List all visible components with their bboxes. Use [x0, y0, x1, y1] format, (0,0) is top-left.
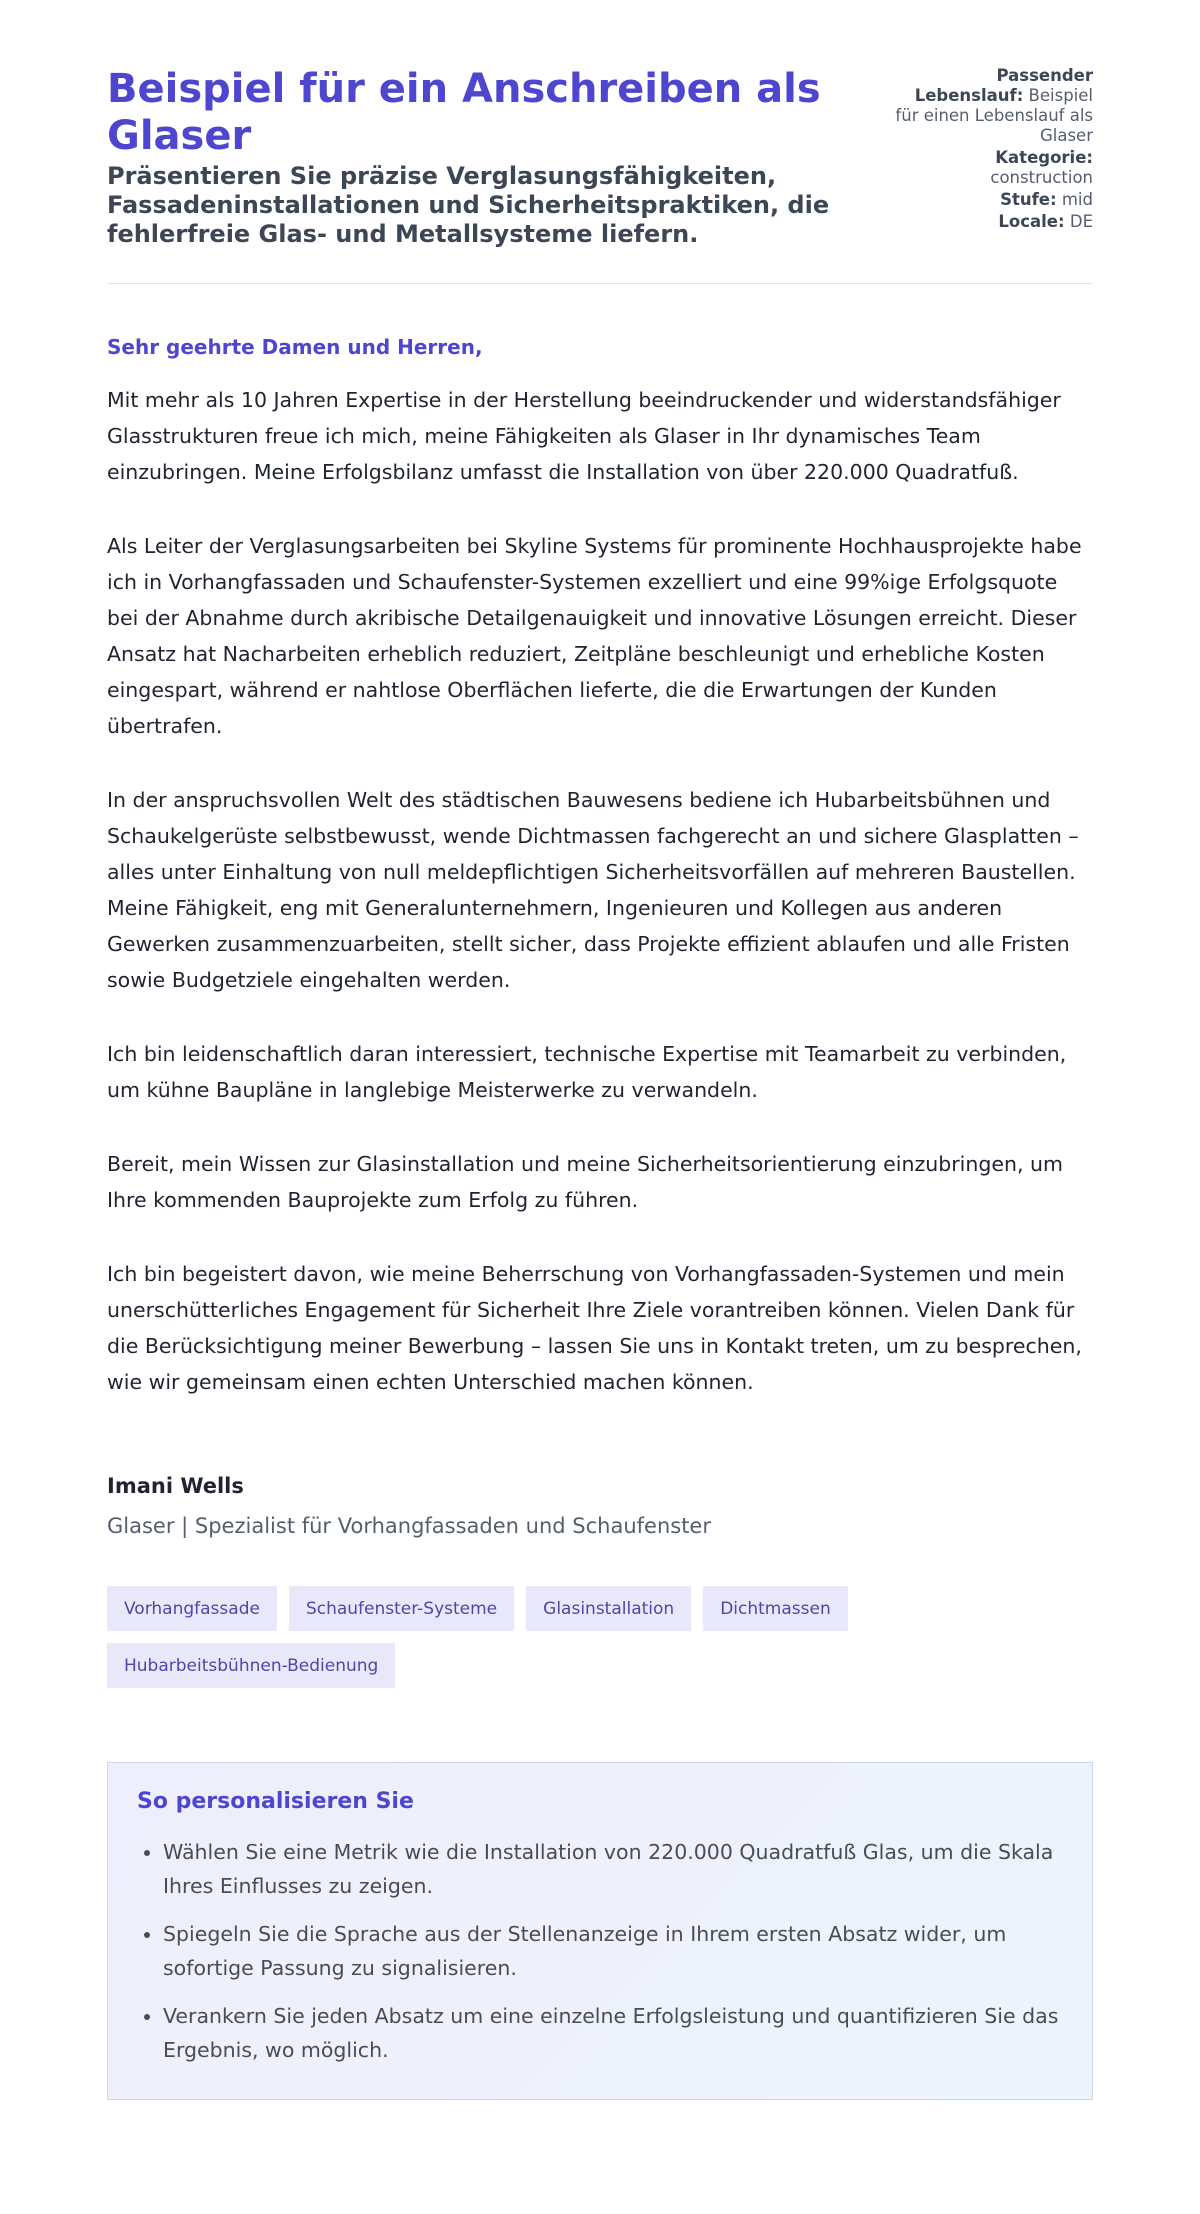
meta-category [893, 148, 1093, 188]
letter-paragraph: Als Leiter der Verglasungsarbeiten bei Skyline Systems für prominente Hochhausprojekte habe ich in Vorhangfassaden und Schaufenster-Systemen exzelliert und eine 99%ige Erfolgsquote bei der Abnahme durch akribische Detailgenauigkeit und innovative Lösungen erreicht. Dieser Ansatz hat Nacharbeiten erheblich reduziert, Zeitpläne beschleunigt und erhebliche Kosten eingespart, während er nahtlose Oberflächen lieferte, die die Erwartungen der Kunden übertrafen. [107, 534, 1082, 738]
tip-item: • Wählen Sie eine Metrik wie die Installation von 220.000 Quadratfuß Glas, um die Skala Ihres Einflusses zu zeigen. [163, 1835, 1063, 1903]
skill-tag: Dichtmassen [703, 1586, 848, 1631]
meta-locale-label: Locale: [998, 212, 1065, 231]
skill-tag: Hubarbeitsbühnen-Bedienung [107, 1643, 395, 1688]
meta-panel [893, 66, 1093, 234]
meta-category-label: Kategorie: [995, 148, 1093, 167]
meta-resume-label: Passender Lebenslauf: [914, 66, 1093, 105]
tips-list [137, 1835, 1063, 2067]
letter-body [107, 334, 1093, 1540]
meta-level-value: mid [1061, 190, 1093, 209]
personalization-tips [107, 1762, 1093, 2100]
meta-level-label: Stufe: [1000, 190, 1057, 209]
letter-paragraph: Bereit, mein Wissen zur Glasinstallation und meine Sicherheitsorientierung einzubringen, um Ihre kommenden Bauprojekte zum Erfolg zu führen. [107, 1152, 1063, 1212]
tips-title: So personalisieren Sie [137, 1789, 414, 1814]
letter-paragraph: Mit mehr als 10 Jahren Expertise in der Herstellung beeindruckender und widerstandsfähiger Glasstrukturen freue ich mich, meine Fähigkeiten als Glaser in Ihr dynamisches Team einzubringen. Meine Erfolgsbilanz umfasst die Installation von über 220.000 Quadratfuß. [107, 388, 1061, 484]
meta-resume-link[interactable]: Beispiel für einen Lebenslauf als Glaser [895, 86, 1093, 145]
letter-paragraph: Ich bin leidenschaftlich daran interessiert, technische Expertise mit Teamarbeit zu verbinden, um kühne Baupläne in langlebige Meisterwerke zu verwandeln. [107, 1042, 1067, 1102]
page-header [107, 0, 1093, 284]
signature-name: Imani Wells [107, 1474, 244, 1498]
skill-tags [107, 1586, 1093, 1688]
meta-locale [893, 212, 1093, 232]
meta-locale-value: DE [1069, 212, 1093, 231]
tip-item: • Verankern Sie jeden Absatz um eine einzelne Erfolgsleistung und quantifizieren Sie das Ergebnis, wo möglich. [163, 1999, 1063, 2067]
page-title: Beispiel für ein Anschreiben als Glaser [107, 66, 821, 159]
letter-paragraph: In der anspruchsvollen Welt des städtischen Bauwesens bediene ich Hubarbeitsbühnen und Schaukelgerüste selbstbewusst, wende Dichtmassen fachgerecht an und sichere Glasplatten – alles unter Einhaltung von null meldepflichtigen Sicherheitsvorfällen auf mehreren Baustellen. Meine Fähigkeit, eng mit Generalunternehmern, Ingenieuren und Kollegen aus anderen Gewerken zusammenzuarbeiten, stellt sicher, dass Projekte effizient ablaufen und alle Fristen sowie Budgetziele eingehalten werden. [107, 788, 1079, 992]
signature-role: Glaser | Spezialist für Vorhangfassaden und Schaufenster [107, 1514, 711, 1538]
letter-paragraph: Ich bin begeistert davon, wie meine Beherrschung von Vorhangfassaden-Systemen und mein unerschütterliches Engagement für Sicherheit Ihre Ziele vorantreiben können. Vielen Dank für die Berücksichtigung meiner Bewerbung – lassen Sie uns in Kontakt treten, um zu besprechen, wie wir gemeinsam einen echten Unterschied machen können. [107, 1262, 1082, 1394]
meta-category-value: construction [990, 168, 1093, 187]
meta-resume [893, 66, 1093, 146]
skill-tag: Schaufenster-Systeme [289, 1586, 514, 1631]
skill-tag: Vorhangfassade [107, 1586, 277, 1631]
meta-level [893, 190, 1093, 210]
skill-tag: Glasinstallation [526, 1586, 691, 1631]
tip-item: • Spiegeln Sie die Sprache aus der Stellenanzeige in Ihrem ersten Absatz wider, um sofortige Passung zu signalisieren. [163, 1917, 1063, 1985]
letter-greeting: Sehr geehrte Damen und Herren, [107, 335, 483, 359]
page-subtitle: Präsentieren Sie präzise Verglasungsfähigkeiten, Fassadeninstallationen und Sicherheitspraktiken, die fehlerfreie Glas- und Metallsysteme liefern. [107, 162, 830, 248]
